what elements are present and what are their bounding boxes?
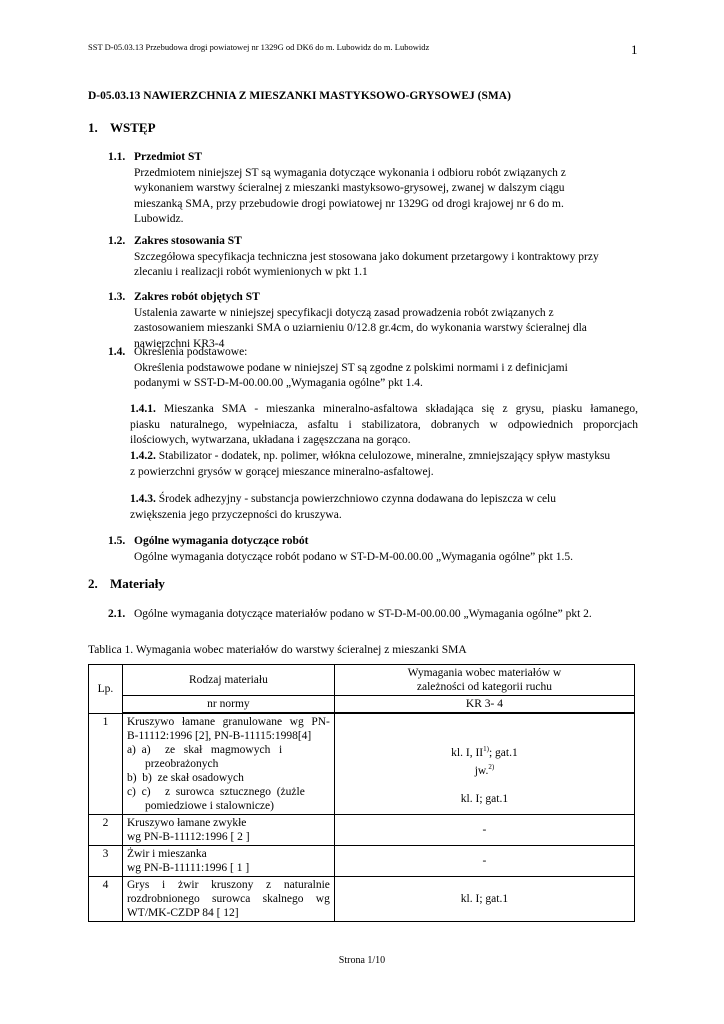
paragraph-line: Ustalenia zawarte w niniejszej specyfikacji dotyczą zasad prowadzenia robót związanych z bbox=[134, 306, 554, 319]
cell-text: kl. I; gat.1 bbox=[460, 792, 509, 805]
footnote-mark: 1) bbox=[483, 745, 489, 753]
subsection-1-2 bbox=[108, 234, 648, 281]
cell-requirement: - bbox=[334, 846, 634, 877]
cell-material bbox=[122, 846, 334, 877]
paragraph-line: Określenia podstawowe podane w niniejszej ST są zgodne z polskimi normami i z definicjami bbox=[134, 361, 568, 374]
paragraph-line: z powierzchni grysów w gorącej mieszance mineralno-asfaltowej. bbox=[130, 465, 434, 478]
paragraph-line: Szczegółowa specyfikacja techniczna jest stosowana jako dokument przetargowy i kontraktowy przy bbox=[134, 250, 599, 263]
definition-1-4-1 bbox=[130, 402, 638, 449]
table-row bbox=[89, 815, 635, 846]
subsection-number: 1.3. bbox=[108, 291, 126, 303]
subsection-title: Zakres robót objętych ST bbox=[134, 291, 260, 303]
cell-line: a) a) ze skał magmowych i bbox=[126, 744, 283, 756]
materials-table bbox=[88, 664, 635, 922]
page-number: 1 bbox=[631, 42, 638, 57]
cell-line: WT/MK-CZDP 84 [ 12] bbox=[126, 907, 239, 919]
table-row bbox=[89, 713, 635, 815]
cell-line: B-11112:1996 [2], PN-B-11115:1998[4] bbox=[126, 730, 312, 742]
running-header: SST D-05.03.13 Przebudowa drogi powiatowej nr 1329G od DK6 do m. Lubowidz do m. Lubowidz bbox=[88, 42, 430, 52]
cell-lp: 3 bbox=[89, 846, 123, 877]
section-1-number: 1. bbox=[88, 120, 98, 135]
paragraph-line: wykonaniem warstwy ścieralnej z mieszanki mastyksowo-grysowej, zwanej w dalszym ciągu bbox=[134, 182, 565, 194]
subsection-1-4 bbox=[108, 345, 648, 392]
paragraph-line: zwiększenia jego przyczepności do kruszywa. bbox=[130, 508, 342, 521]
header-nr-normy: nr normy bbox=[122, 696, 334, 714]
table-row bbox=[89, 877, 635, 922]
header-text: Wymagania wobec materiałów w bbox=[407, 667, 562, 679]
subsection-title: Określenia podstawowe: bbox=[134, 346, 248, 358]
subsection-number: 1.2. bbox=[108, 235, 126, 247]
subsection-1-5 bbox=[108, 534, 648, 565]
subsection-title: Zakres stosowania ST bbox=[134, 235, 242, 247]
definition-1-4-2 bbox=[130, 449, 638, 480]
cell-requirement: kl. I; gat.1 bbox=[334, 877, 634, 922]
cell-line: wg PN-B-11111:1996 [ 1 ] bbox=[126, 862, 250, 874]
paragraph-line: Stabilizator - dodatek, np. polimer, włókna celulozowe, mineralne, zmniejszający spływ mastyksu bbox=[158, 450, 611, 462]
definition-number: 1.4.1. bbox=[130, 403, 156, 415]
cell-line: Kruszywo łamane zwykłe bbox=[126, 817, 247, 829]
paragraph-line: podanymi w SST-D-M-00.00.00 „Wymagania ogólne” pkt 1.4. bbox=[134, 377, 423, 389]
paragraph-line: zlecaniu i realizacji robót wymienionych w pkt 1.1 bbox=[134, 266, 368, 278]
definition-1-4-3 bbox=[130, 492, 638, 523]
footnote-mark: 2) bbox=[488, 762, 495, 771]
page-footer: Strona 1/10 bbox=[338, 955, 386, 966]
definition-number: 1.4.2. bbox=[130, 450, 156, 462]
cell-line: Kruszywo łamane granulowane wg PN- bbox=[126, 716, 330, 728]
document-title: D-05.03.13 NAWIERZCHNIA Z MIESZANKI MASTYKSOWO-GRYSOWEJ (SMA) bbox=[88, 90, 511, 102]
section-2-heading bbox=[88, 576, 165, 592]
cell-line: pomiedziowe i stalownicze) bbox=[144, 800, 274, 812]
cell-requirement: - bbox=[334, 815, 634, 846]
header-text: zależności od kategorii ruchu bbox=[416, 681, 552, 693]
definition-number: 1.4.3. bbox=[130, 493, 156, 505]
cell-line: Grys i żwir kruszony z naturalnie bbox=[126, 879, 330, 891]
paragraph-line: nawierzchni KR3-4 bbox=[134, 337, 225, 350]
paragraph-line: mieszanką SMA, przy przebudowie drogi powiatowej nr 1329G od drogi krajowej nr 6 do m. bbox=[134, 197, 564, 210]
cell-requirement bbox=[334, 713, 634, 815]
cell-line: rozdrobnionego surowca skalnego wg bbox=[126, 893, 330, 905]
table-caption: Tablica 1. Wymagania wobec materiałów do warstwy ścieralnej z mieszanki SMA bbox=[88, 644, 467, 656]
table-header-row bbox=[89, 696, 635, 714]
paragraph-line: Lubowidz. bbox=[134, 213, 184, 225]
paragraph-line: Środek adhezyjny - substancja powierzchniowo czynna dodawana do lepiszcza w celu bbox=[158, 493, 556, 505]
cell-material bbox=[122, 713, 334, 815]
paragraph-line: Ogólne wymagania dotyczące robót podano w ST-D-M-00.00.00 „Wymagania ogólne” pkt 1.5. bbox=[134, 550, 573, 563]
subsection-number: 2.1. bbox=[108, 608, 126, 620]
subsection-number: 1.1. bbox=[108, 151, 126, 163]
subsection-title: Ogólne wymagania dotyczące robót bbox=[134, 535, 309, 547]
section-2-title: Materiały bbox=[110, 576, 165, 591]
header-lp: Lp. bbox=[89, 665, 123, 714]
cell-line: przeobrażonych bbox=[144, 758, 219, 770]
cell-material bbox=[122, 815, 334, 846]
table-row bbox=[89, 846, 635, 877]
paragraph-line: ilościowych, wytwarzana, układana i zagęszczana na gorąco. bbox=[130, 434, 411, 446]
cell-material bbox=[122, 877, 334, 922]
subsection-number: 1.4. bbox=[108, 346, 126, 358]
cell-lp: 4 bbox=[89, 877, 123, 922]
subsection-2-1 bbox=[108, 607, 648, 623]
paragraph-line: zastosowaniem mieszanki SMA o uziarnieniu 0/12.8 gr.4cm, do wykonania warstwy ścieralnej dla bbox=[134, 322, 587, 334]
subsection-title: Przedmiot ST bbox=[134, 151, 203, 163]
cell-line: c) c) z surowca sztucznego (żużle bbox=[126, 786, 305, 798]
section-1-heading bbox=[88, 120, 156, 136]
paragraph-line: Ogólne wymagania dotyczące materiałów podano w ST-D-M-00.00.00 „Wymagania ogólne” pkt 2. bbox=[134, 608, 592, 620]
paragraph-line: Przedmiotem niniejszej ST są wymagania dotyczące wykonania i odbioru robót związanych z bbox=[134, 166, 566, 179]
header-rodzaj: Rodzaj materiału bbox=[122, 665, 334, 696]
cell-lp: 1 bbox=[89, 713, 123, 815]
header-wymagania bbox=[334, 665, 634, 696]
cell-line: Żwir i mieszanka bbox=[126, 848, 207, 860]
cell-text: jw. bbox=[474, 764, 489, 777]
section-1-title: WSTĘP bbox=[110, 120, 156, 135]
header-kr: KR 3- 4 bbox=[334, 696, 634, 714]
section-2-number: 2. bbox=[88, 576, 98, 591]
cell-line: b) b) ze skał osadowych bbox=[126, 772, 244, 784]
table-header-row bbox=[89, 665, 635, 696]
cell-text: kl. I, II bbox=[451, 746, 484, 759]
cell-lp: 2 bbox=[89, 815, 123, 846]
subsection-number: 1.5. bbox=[108, 535, 126, 547]
subsection-1-3 bbox=[108, 290, 648, 352]
cell-line: wg PN-B-11112:1996 [ 2 ] bbox=[126, 831, 250, 843]
subsection-1-1 bbox=[108, 150, 648, 228]
paragraph-line: Mieszanka SMA - mieszanka mineralno-asfaltowa składająca się z grysu, piasku łamanego, bbox=[164, 403, 639, 415]
paragraph-line: piasku naturalnego, wypełniacza, asfaltu i stabilizatora, dobranych w odpowiednich proporcjach bbox=[130, 418, 638, 431]
cell-text: ; gat.1 bbox=[488, 746, 518, 759]
